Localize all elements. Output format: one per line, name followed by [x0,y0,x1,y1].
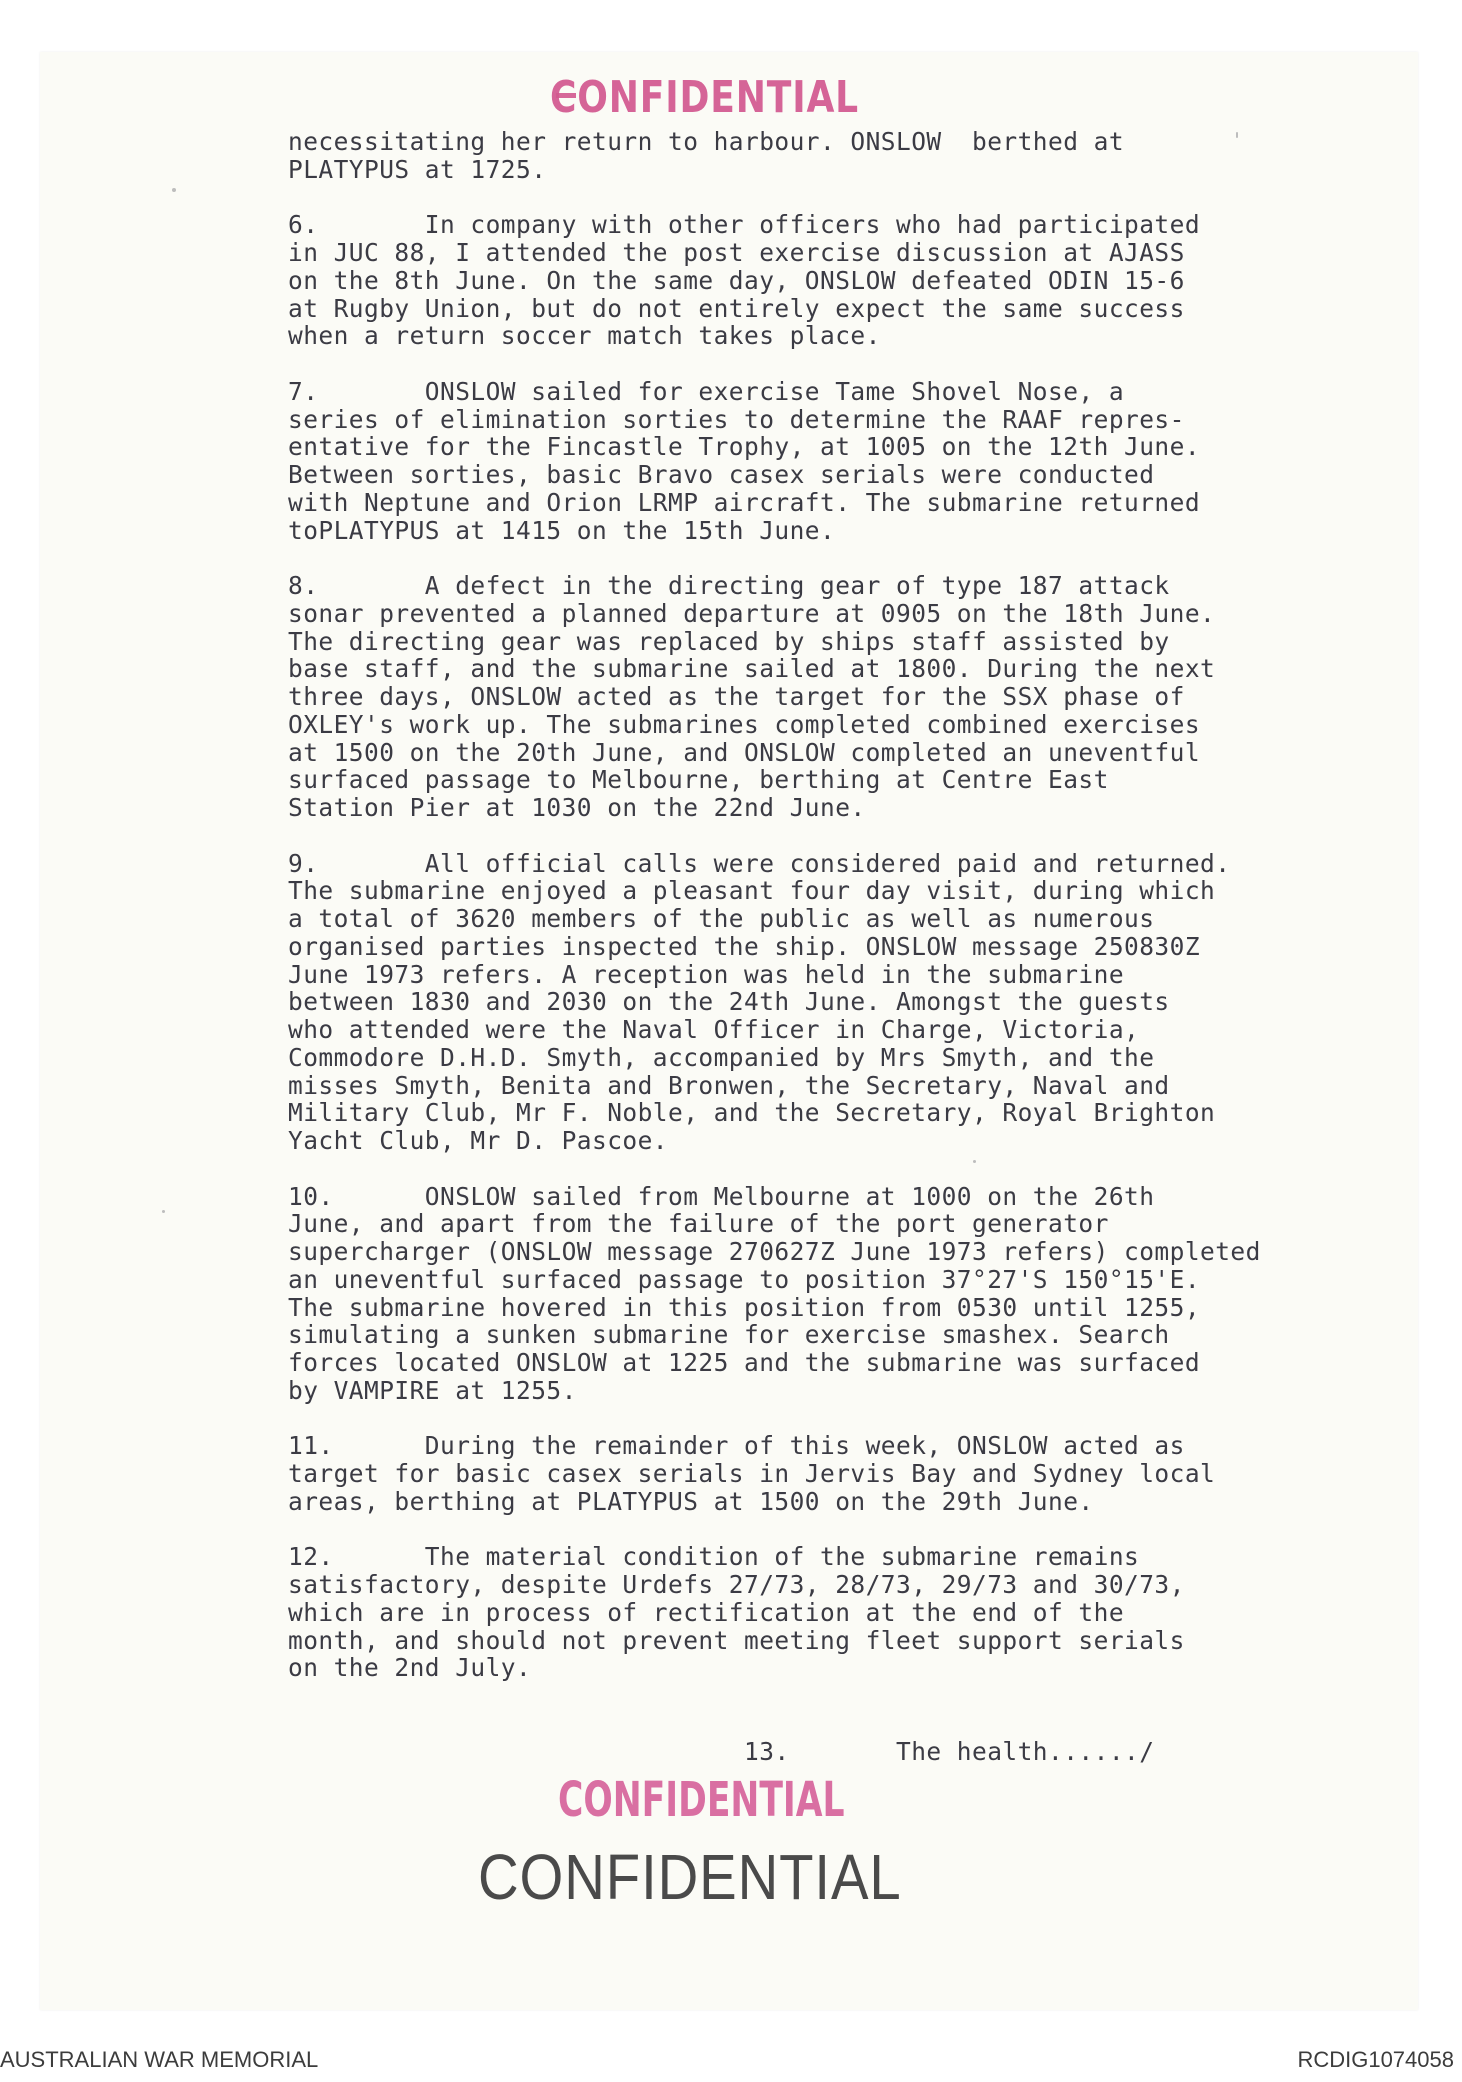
text-line: 6. In company with other officers who had participated [288,210,1201,240]
text-line: areas, berthing at PLATYPUS at 1500 on the 29th June. [288,1486,1094,1516]
text-line: between 1830 and 2030 on the 24th June. Amongst the guests [288,987,1170,1017]
text-line: PLATYPUS at 1725. [288,154,547,184]
text-line: an uneventful surfaced passage to position 37°27'S 150°15'E. [288,1264,1201,1294]
text-line: The submarine enjoyed a pleasant four day visit, during which [288,876,1216,906]
text-line: surfaced passage to Melbourne, berthing at Centre East [288,765,1109,795]
text-line: misses Smyth, Benita and Bronwen, the Secretary, Naval and [288,1070,1170,1100]
confidential-stamp-black: CONFIDENTIAL [478,1841,902,1913]
footer-archive-name: AUSTRALIAN WAR MEMORIAL [0,2047,319,2072]
text-line: a total of 3620 members of the public as well as numerous [288,904,1155,933]
text-line: by VAMPIRE at 1255. [288,1375,577,1405]
text-line: 7. ONSLOW sailed for exercise Tame Shovel Nose, a [288,376,1125,406]
paper-speck [973,1160,976,1163]
text-line: 11. During the remainder of this week, ONSLOW acted as [288,1431,1185,1461]
text-line: entative for the Fincastle Trophy, at 1005 on the 12th June. [288,432,1201,462]
text-line: simulating a sunken submarine for exercise smashex. Search [288,1320,1170,1350]
text-line: base staff, and the submarine sailed at 1800. During the next [288,654,1216,684]
text-line: at 1500 on the 20th June, and ONSLOW completed an uneventful [288,737,1201,767]
text-line: 13. The health....../ [288,1736,1155,1766]
text-line: necessitating her return to harbour. ONSLOW berthed at [288,127,1125,156]
text-line: Commodore D.H.D. Smyth, accompanied by Mrs Smyth, and the [288,1042,1155,1072]
text-line: The directing gear was replaced by ships staff assisted by [288,626,1170,656]
text-line: Yacht Club, Mr D. Pascoe. [288,1126,669,1155]
confidential-stamp-top: CONFIDENTIAL [550,72,859,123]
text-line: organised parties inspected the ship. ONSLOW message 250830Z [288,931,1201,961]
text-line: in JUC 88, I attended the post exercise discussion at AJASS [288,238,1185,267]
text-line: at Rugby Union, but do not entirely expect the same success [288,293,1185,323]
paper-speck [162,1210,165,1213]
text-line: three days, ONSLOW acted as the target for the SSX phase of [288,682,1185,711]
text-line: 9. All official calls were considered paid and returned. [288,848,1231,878]
text-line: with Neptune and Orion LRMP aircraft. The submarine returned [288,487,1201,517]
text-line: Between sorties, basic Bravo casex serials were conducted [288,460,1155,489]
text-line: Military Club, Mr F. Noble, and the Secretary, Royal Brighton [288,1098,1216,1128]
text-line: toPLATYPUS at 1415 on the 15th June. [288,515,836,545]
text-line: when a return soccer match takes place. [288,321,881,351]
text-line: satisfactory, despite Urdefs 27/73, 28/73, 29/73 and 30/73, [288,1570,1185,1599]
text-line: supercharger (ONSLOW message 270627Z June 1973 refers) completed [288,1237,1261,1266]
confidential-stamp-pink: CONFIDENTIAL [558,1772,845,1828]
text-line: June 1973 refers. A reception was held in the submarine [288,959,1125,989]
footer-record-id: RCDIG1074058 [1297,2047,1454,2072]
text-line: month, and should not prevent meeting fleet support serials [288,1625,1185,1655]
text-line: series of elimination sorties to determine the RAAF repres- [288,404,1185,434]
text-line: which are in process of rectification at the end of the [288,1597,1125,1627]
text-line: sonar prevented a planned departure at 0905 on the 18th June. [288,598,1216,628]
text-line: on the 2nd July. [288,1653,532,1683]
paper-speck [1236,132,1238,138]
text-line: on the 8th June. On the same day, ONSLOW defeated ODIN 15-6 [288,265,1185,295]
paper-speck [172,188,176,192]
text-line: who attended were the Naval Officer in Charge, Victoria, [288,1015,1140,1044]
text-line: 10. ONSLOW sailed from Melbourne at 1000 on the 26th [288,1181,1155,1211]
text-line: 8. A defect in the directing gear of type 187 attack [288,571,1170,600]
text-line: OXLEY's work up. The submarines completed combined exercises [288,709,1201,739]
text-line: Station Pier at 1030 on the 22nd June. [288,793,866,822]
text-line: target for basic casex serials in Jervis Bay and Sydney local [288,1459,1216,1488]
text-line: The submarine hovered in this position from 0530 until 1255, [288,1292,1201,1322]
text-line: June, and apart from the failure of the port generator [288,1209,1109,1239]
text-line: forces located ONSLOW at 1225 and the submarine was surfaced [288,1348,1201,1377]
text-line: 12. The material condition of the submarine remains [288,1542,1140,1572]
